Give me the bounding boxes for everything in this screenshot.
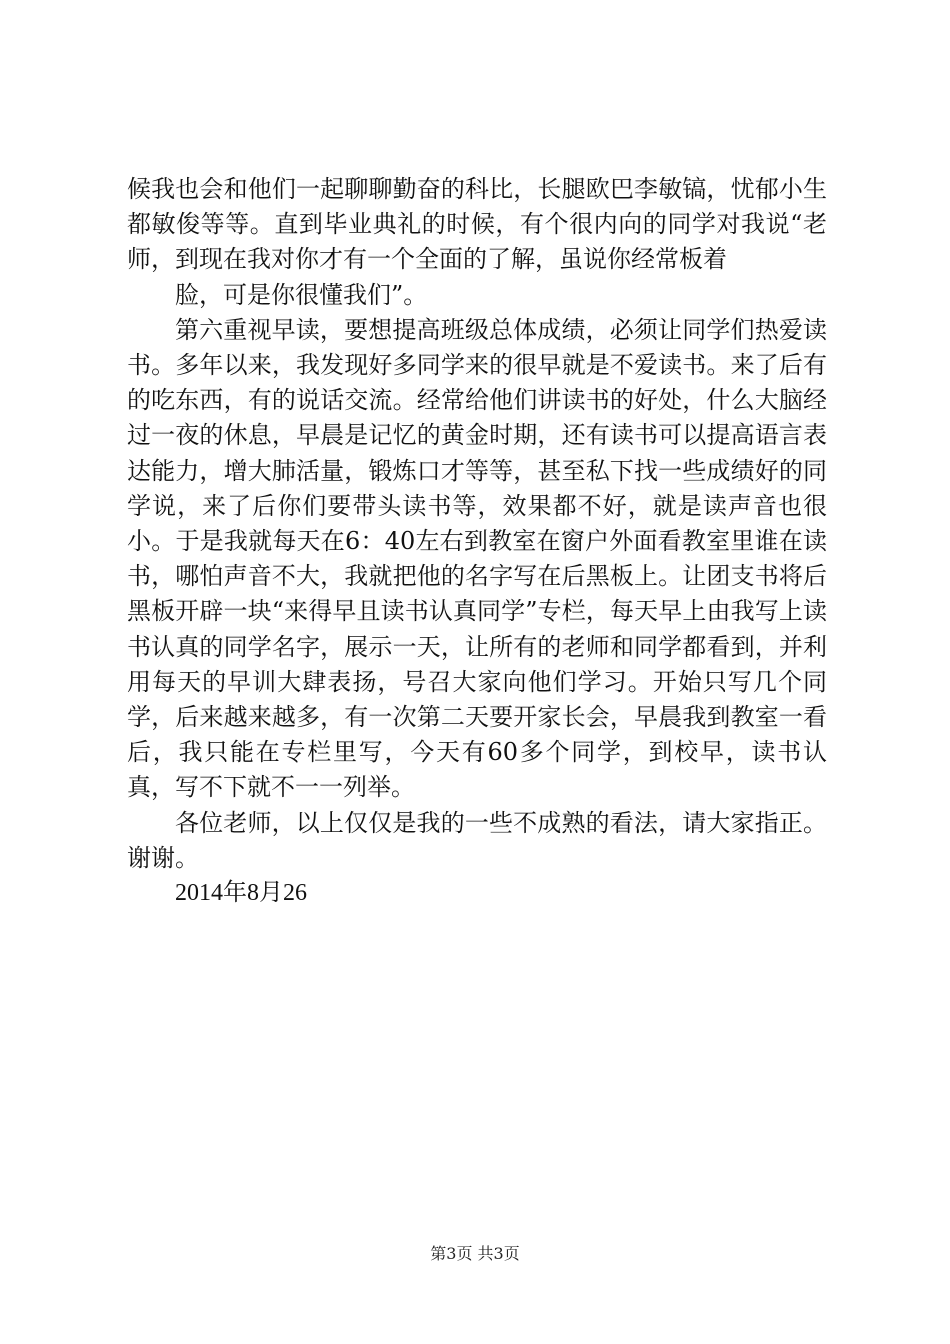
page-footer xyxy=(0,1244,950,1264)
paragraph-continuation-end: 脸，可是你很懂我们”。 xyxy=(175,280,428,309)
document-body xyxy=(127,172,827,911)
document-date: 2014年8月26 xyxy=(175,880,307,907)
paragraph-closing: 各位老师，以上仅仅是我的一些不成熟的看法，请大家指正。谢谢。 xyxy=(127,808,827,872)
paragraph-morning-reading: 第六重视早读，要想提高班级总体成绩，必须让同学们热爱读书。多年以来，我发现好多同学来的很早就是不爱读书。来了后有的吃东西，有的说话交流。经常给他们讲读书的好处，什么大脑经过一夜的休息，早晨是记忆的黄金时期，还有读书可以提高语言表达能力，增大肺活量，锻炼口才等等，甚至私下找一些成绩好的同学说，来了后你们要带头读书等，效果都不好，就是读声音也很小。于是我就每天在6：40左右到教室在窗户外面看教室里谁在读书，哪怕声音不大，我就把他的名字写在后黑板上。让团支书将后黑板开辟一块“来得早且读书认真同学”专栏，每天早上由我写上读书认真的同学名字，展示一天，让所有的老师和同学都看到，并利用每天的早训大肆表扬，号召大家向他们学习。开始只写几个同学，后来越来越多，有一次第二天要开家长会，早晨我到教室一看后，我只能在专栏里写，今天有60多个同学，到校早，读书认真，写不下就不一一列举。 xyxy=(127,315,827,802)
page-number-label: 第3页 共3页 xyxy=(430,1244,520,1263)
paragraph-continuation: 候我也会和他们一起聊聊勤奋的科比，长腿欧巴李敏镐，忧郁小生都敏俊等等。直到毕业典礼的时候，有个很内向的同学对我说“老师，到现在我对你才有一个全面的了解，虽说你经常板着 xyxy=(127,175,827,274)
